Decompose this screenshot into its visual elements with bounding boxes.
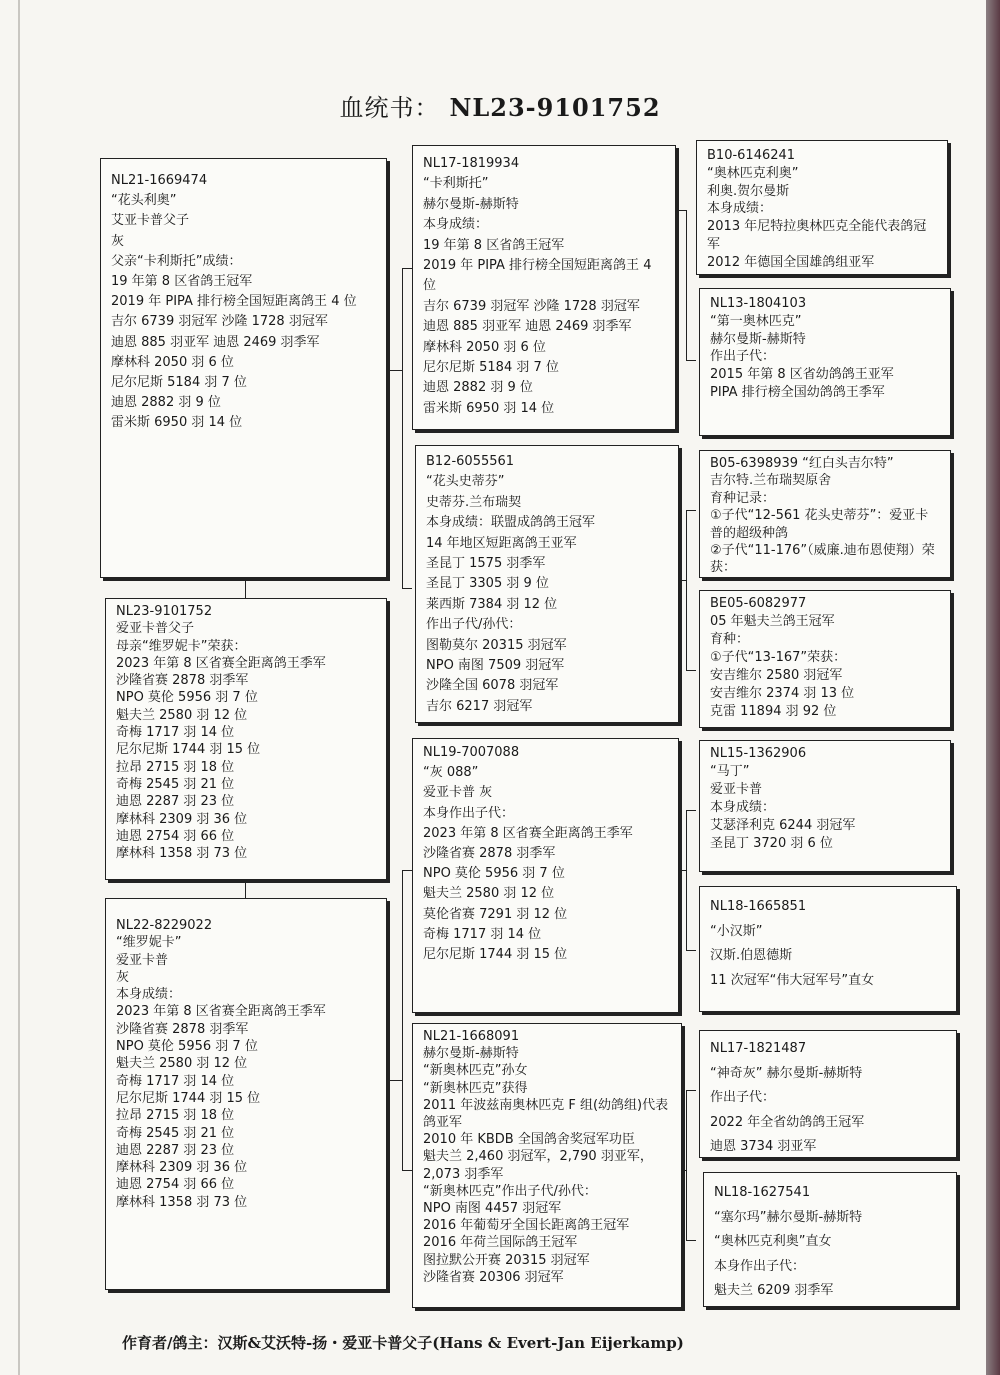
sire-color: 灰	[111, 233, 125, 249]
sire-line: 迪恩 885 羽亚军 迪恩 2469 羽季军	[111, 334, 320, 350]
dam-line: 魁夫兰 2580 羽 12 位	[116, 1056, 248, 1072]
card-sdd	[699, 590, 951, 728]
card-dds	[699, 1030, 957, 1158]
subject-line: 奇梅 2545 羽 21 位	[116, 776, 235, 792]
dd-line: 图拉默公开赛 20315 羽冠军	[423, 1252, 590, 1268]
dam-line: 奇梅 2545 羽 21 位	[116, 1125, 235, 1141]
card-sds	[699, 450, 951, 578]
card-ssd	[699, 288, 951, 436]
sire-line: 摩林科 2050 羽 6 位	[111, 354, 234, 370]
ds-line: NPO 莫伦 5956 羽 7 位	[423, 866, 565, 882]
subject-line: 尼尔尼斯 1744 羽 15 位	[116, 742, 261, 758]
connector	[676, 210, 686, 211]
ds-breeder: 爱亚卡普 灰	[423, 785, 493, 801]
sire-breeder: 艾亚卡普父子	[111, 213, 190, 229]
connector	[686, 670, 696, 671]
dss-ring-number: NL15-1362906	[710, 746, 807, 761]
ss-line: 2019 年 PIPA 排行榜全国短距离鸽王 4 位	[423, 258, 652, 294]
sd-line: 莱西斯 7384 羽 12 位	[426, 596, 558, 612]
sd-line: 作出子代/孙代：	[426, 617, 522, 633]
ss-ring-number: NL17-1819934	[423, 156, 520, 171]
dam-line: 迪恩 2754 羽 66 位	[116, 1177, 235, 1193]
dam-color: 灰	[116, 969, 130, 985]
connector	[686, 950, 696, 951]
sd-name: “花头史蒂芬”	[426, 474, 505, 490]
ss-breeder: 赫尔曼斯-赫斯特	[423, 196, 519, 212]
card-sire-dam	[415, 445, 679, 723]
page-edge-left	[18, 0, 20, 1375]
ssd-line: PIPA 排行榜全国幼鸽鸽王季军	[710, 384, 885, 400]
sd-line: 圣昆丁 1575 羽季军	[426, 556, 546, 572]
subject-line: 迪恩 2287 羽 23 位	[116, 794, 235, 810]
ds-line: 尼尔尼斯 1744 羽 15 位	[423, 947, 568, 963]
ds-line: 魁夫兰 2580 羽 12 位	[423, 886, 555, 902]
connector	[402, 268, 403, 588]
connector	[686, 810, 696, 811]
ds-line: 本身作出子代：	[423, 805, 515, 821]
sss-ring-number: B10-6146241	[707, 148, 796, 163]
dd-line: 魁夫兰 2,460 羽冠军，2,790 羽亚军，2,073 羽季军	[423, 1149, 653, 1182]
dsd-name: “小汉斯”	[710, 923, 763, 939]
ss-line: 尼尔尼斯 5184 羽 7 位	[423, 360, 559, 376]
dd-ring-number: NL21-1668091	[423, 1029, 520, 1044]
connector	[245, 880, 246, 898]
sdd-line: 05 年魁夫兰鸽王冠军	[710, 614, 835, 629]
dd-line: 2010 年 KBDB 全国鸽舍奖冠军功臣	[423, 1132, 635, 1148]
sd-line: 14 年地区短距离鸽王亚军	[426, 535, 577, 551]
ssd-ring-number: NL13-1804103	[710, 296, 807, 311]
connector	[245, 578, 246, 598]
subject-breeder: 爱亚卡普父子	[116, 621, 195, 637]
dss-line: 本身成绩：	[710, 800, 776, 815]
ds-ring-number: NL19-7007088	[423, 745, 520, 760]
dds-line: 迪恩 3734 羽亚军	[710, 1139, 817, 1154]
sss-breeder: 利奥.贺尔曼斯	[707, 183, 790, 199]
page-edge-right	[986, 0, 1000, 1375]
connector	[686, 1240, 696, 1241]
sire-line: 迪恩 2882 羽 9 位	[111, 395, 221, 411]
dss-line: 圣昆丁 3720 羽 6 位	[710, 836, 833, 851]
ddd-name: “塞尔玛”赫尔曼斯-赫斯特	[714, 1209, 863, 1225]
dd-line: “新奥林匹克”孙女	[423, 1063, 528, 1079]
subject-line: 迪恩 2754 羽 66 位	[116, 828, 235, 844]
sss-line: 2013 年尼特拉奥林匹克全能代表鸽冠军	[707, 219, 927, 252]
sd-line: 沙隆全国 6078 羽冠军	[426, 678, 559, 694]
title-label: 血统书：	[339, 94, 440, 122]
ddd-line: 本身作出子代：	[714, 1258, 806, 1274]
connector	[686, 510, 696, 511]
dam-line: 摩林科 1358 羽 73 位	[116, 1194, 248, 1210]
dds-line: 作出子代：	[710, 1090, 776, 1105]
connector	[402, 1170, 412, 1171]
connector	[686, 1090, 687, 1240]
page-title	[0, 88, 1000, 123]
sire-line: 雷米斯 6950 羽 14 位	[111, 415, 243, 431]
sdd-ring-number: BE05-6082977	[710, 596, 807, 611]
dds-ring-number: NL17-1821487	[710, 1041, 807, 1056]
ssd-name: “第一奥林匹克”	[710, 313, 802, 329]
sire-line: 吉尔 6739 羽冠军 沙隆 1728 羽冠军	[111, 314, 328, 330]
dam-name: “维罗妮卡”	[116, 935, 182, 951]
card-sire-sire	[412, 145, 676, 430]
sss-line: 本身成绩：	[707, 201, 773, 217]
dam-line: 尼尔尼斯 1744 羽 15 位	[116, 1090, 261, 1106]
card-sss	[696, 140, 948, 275]
sd-line: NPO 南图 7509 羽冠军	[426, 658, 565, 674]
ddd-ring-number: NL18-1627541	[714, 1185, 811, 1200]
dam-line: NPO 莫伦 5956 羽 7 位	[116, 1039, 258, 1055]
dam-line: 奇梅 1717 羽 14 位	[116, 1073, 235, 1089]
ssd-line: 作出子代：	[710, 349, 776, 365]
card-sire	[100, 158, 387, 578]
sire-line: 2019 年 PIPA 排行榜全国短距离鸽王 4 位	[111, 294, 357, 310]
subject-line: 2023 年第 8 区省赛全距离鸽王季军	[116, 655, 326, 671]
sds-line: ①子代“12-561 花头史蒂芬”：爱亚卡普的超级种鸽	[710, 508, 929, 541]
ddd-line: 魁夫兰 6209 羽季军	[714, 1283, 834, 1298]
ss-line: 迪恩 885 羽亚军 迪恩 2469 羽季军	[423, 319, 632, 335]
connector	[686, 210, 687, 360]
ss-line: 吉尔 6739 羽冠军 沙隆 1728 羽冠军	[423, 298, 640, 314]
ds-line: 莫伦省赛 7291 羽 12 位	[423, 906, 568, 922]
dd-breeder: 赫尔曼斯-赫斯特	[423, 1046, 519, 1062]
ds-line: 沙隆省赛 2878 羽季军	[423, 846, 556, 862]
dd-line: 2011 年波兹南奥林匹克 F 组(幼鸽组)代表鸽亚军	[423, 1097, 669, 1131]
sire-line: 19 年第 8 区省鸽王冠军	[111, 274, 253, 290]
dam-line: 拉昂 2715 羽 18 位	[116, 1108, 235, 1124]
title-pigeon-id: NL23-9101752	[449, 93, 661, 122]
sdd-line: ①子代“13-167”荣获：	[710, 650, 847, 665]
connector	[402, 870, 412, 871]
sdd-line: 安吉维尔 2580 羽冠军	[710, 668, 843, 683]
connector	[686, 1090, 696, 1091]
dam-line: 2023 年第 8 区省赛全距离鸽王季军	[116, 1004, 326, 1020]
ssd-line: 2015 年第 8 区省幼鸽鸽王亚军	[710, 367, 894, 383]
dam-line: 摩林科 2309 羽 36 位	[116, 1160, 248, 1176]
dam-breeder: 爱亚卡普	[116, 952, 169, 968]
sd-breeder: 史蒂芬.兰布瑞契	[426, 494, 522, 510]
card-dam-dam	[412, 1023, 682, 1308]
ss-name: “卡利斯托”	[423, 176, 489, 192]
dss-breeder: 爱亚卡普	[710, 782, 763, 797]
subject-line: NPO 莫伦 5956 羽 7 位	[116, 690, 258, 706]
sire-name: “花头利奥”	[111, 193, 177, 209]
subject-line: 拉昂 2715 羽 18 位	[116, 759, 235, 775]
sd-line: 本身成绩：联盟成鸽鸽王冠军	[426, 515, 596, 531]
subject-line: 母亲“维罗妮卡”荣获：	[116, 638, 247, 654]
dam-line: 沙隆省赛 2878 羽季军	[116, 1021, 249, 1037]
breeder-footer: 作育者/鸽主：汉斯&艾沃特-扬・爱亚卡普父子(Hans & Evert-Jan Eijerkamp)	[122, 1334, 684, 1352]
connector	[686, 810, 687, 950]
sss-name: “奥林匹克利奥”	[707, 165, 799, 181]
connector	[686, 510, 687, 670]
sd-line: 圣昆丁 3305 羽 9 位	[426, 576, 549, 592]
sdd-line: 育种：	[710, 632, 750, 647]
sire-line: 父亲“卡利斯托”成绩：	[111, 253, 242, 269]
dd-line: 2016 年葡萄牙全国长距离鸽王冠军	[423, 1218, 630, 1234]
sds-line: ②子代“11-176”（威廉.迪布恩使翔）荣获：	[710, 543, 935, 576]
card-subject	[105, 598, 387, 880]
dds-line: 2022 年全省幼鸽鸽王冠军	[710, 1114, 865, 1130]
sds-breeder: 吉尔特.兰布瑞契原舍	[710, 473, 832, 489]
dss-line: 艾瑟泽利克 6244 羽冠军	[710, 818, 856, 833]
subject-line: 沙隆省赛 2878 羽季军	[116, 673, 249, 689]
sd-line: 图勒莫尔 20315 羽冠军	[426, 637, 567, 653]
dam-ring-number: NL22-8229022	[116, 918, 213, 933]
ss-line: 迪恩 2882 羽 9 位	[423, 380, 533, 396]
ss-line: 19 年第 8 区省鸽王冠军	[423, 237, 565, 253]
sds-line: 育种记录：	[710, 490, 776, 506]
dd-line: “新奥林匹克”获得	[423, 1080, 528, 1096]
card-dam	[105, 898, 387, 1290]
connector	[402, 588, 412, 589]
dam-line: 迪恩 2287 羽 23 位	[116, 1142, 235, 1158]
card-ddd	[703, 1172, 957, 1307]
sire-ring-number: NL21-1669474	[111, 173, 208, 188]
ds-line: 2023 年第 8 区省赛全距离鸽王季军	[423, 825, 633, 841]
dd-line: “新奥林匹克”作出子代/孙代：	[423, 1183, 597, 1199]
card-dsd	[699, 886, 957, 1012]
subject-line: 摩林科 2309 羽 36 位	[116, 811, 248, 827]
card-dam-sire	[412, 738, 679, 1013]
ss-line: 摩林科 2050 羽 6 位	[423, 339, 546, 355]
connector	[402, 268, 412, 269]
connector	[686, 360, 696, 361]
dd-line: 2016 年荷兰国际鸽王冠军	[423, 1235, 578, 1251]
dsd-ring-number: NL18-1665851	[710, 899, 807, 914]
dss-name: “马丁”	[710, 764, 750, 779]
connector	[387, 1080, 402, 1081]
ds-name: “灰 088”	[423, 765, 479, 781]
connector	[387, 370, 402, 371]
ds-line: 奇梅 1717 羽 14 位	[423, 926, 542, 942]
ss-line: 雷米斯 6950 羽 14 位	[423, 400, 555, 416]
dd-line: NPO 南图 4457 羽冠军	[423, 1201, 562, 1217]
connector	[402, 870, 403, 1170]
dam-line: 本身成绩：	[116, 987, 182, 1003]
ddd-line: “奥林匹克利奥”直女	[714, 1234, 832, 1249]
sss-line: 2012 年德国全国雄鸽组亚军	[707, 254, 875, 270]
sdd-line: 克雷 11894 羽 92 位	[710, 704, 837, 719]
subject-line: 摩林科 1358 羽 73 位	[116, 846, 248, 862]
sd-ring-number: B12-6055561	[426, 454, 515, 469]
dds-name: “神奇灰” 赫尔曼斯-赫斯特	[710, 1065, 863, 1081]
dd-line: 沙隆省赛 20306 羽冠军	[423, 1269, 564, 1285]
subject-line: 魁夫兰 2580 羽 12 位	[116, 707, 248, 723]
card-dss	[699, 740, 951, 872]
ssd-breeder: 赫尔曼斯-赫斯特	[710, 331, 806, 347]
dsd-breeder: 汉斯.伯恩德斯	[710, 948, 793, 963]
sire-line: 尼尔尼斯 5184 羽 7 位	[111, 375, 247, 391]
ss-line: 本身成绩：	[423, 217, 489, 233]
dsd-line: 11 次冠军“伟大冠军号”直女	[710, 972, 875, 988]
sdd-line: 安吉维尔 2374 羽 13 位	[710, 686, 855, 701]
subject-ring-number: NL23-9101752	[116, 604, 213, 619]
subject-line: 奇梅 1717 羽 14 位	[116, 725, 235, 741]
sds-ring-number: B05-6398939 “红白头吉尔特”	[710, 456, 894, 471]
sd-line: 吉尔 6217 羽冠军	[426, 698, 533, 714]
